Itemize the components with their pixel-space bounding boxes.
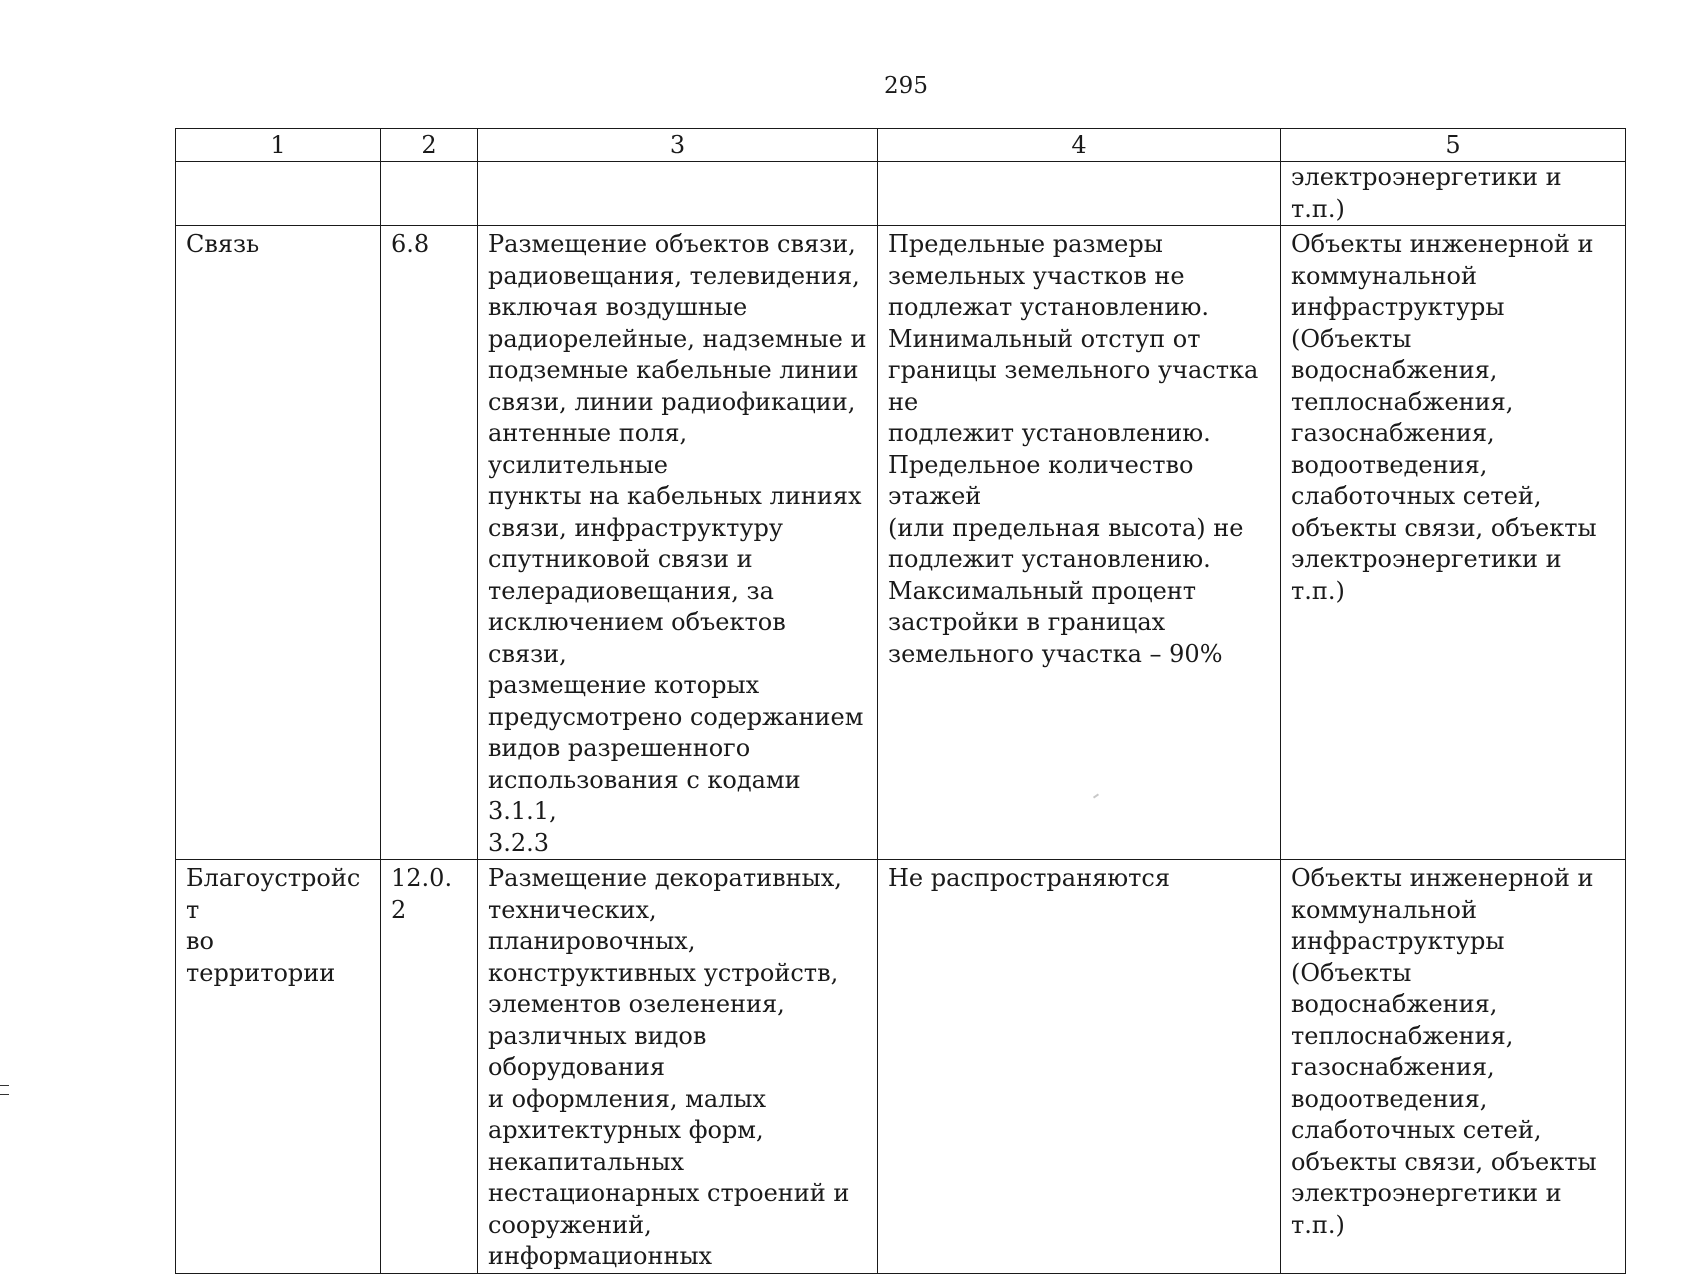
use-type-description: Размещение объектов связи, радиовещания, телевидения, включая воздушные радиорелейные, надземные и подземные кабельные линии связи, линии радиофикации, антенные поля, усилительные пункты на кабельных линиях связи, инфраструктуру спутниковой связи и телерадиовещания, за исключением объектов связи, размещение которых предусмотрено содержанием видов разрешенного использования с кодами 3.1.1, 3.2.3 (478, 226, 878, 860)
table-row (176, 860, 1626, 1274)
use-type-auxiliary: Объекты инженерной и коммунальной инфраструктуры (Объекты водоснабжения, теплоснабжения, газоснабжения, водоотведения, слаботочных сетей, объекты связи, объекты электроэнергетики и т.п.) (1281, 860, 1626, 1274)
use-type-description: Размещение декоративных, технических, планировочных, конструктивных устройств, элементов озеленения, различных видов оборудования и оформления, малых архитектурных форм, некапитальных нестационарных строений и сооружений, информационных (478, 860, 878, 1274)
table-row (176, 226, 1626, 860)
header-cell-4: 4 (878, 129, 1281, 162)
continuation-cell-2 (381, 162, 478, 226)
continuation-cell-3 (478, 162, 878, 226)
continuation-cell-4 (878, 162, 1281, 226)
page-number: 295 (884, 73, 928, 99)
use-type-name: Связь (176, 226, 381, 860)
land-use-table (175, 128, 1626, 1274)
continuation-cell-5: электроэнергетики и т.п.) (1281, 162, 1626, 226)
use-type-code: 12.0.2 (381, 860, 478, 1274)
header-cell-3: 3 (478, 129, 878, 162)
header-cell-1: 1 (176, 129, 381, 162)
use-type-code: 6.8 (381, 226, 478, 860)
header-cell-2: 2 (381, 129, 478, 162)
binding-edge-mark (0, 1085, 9, 1095)
header-cell-5: 5 (1281, 129, 1626, 162)
table-header-row (176, 129, 1626, 162)
continuation-cell-1 (176, 162, 381, 226)
use-type-auxiliary: Объекты инженерной и коммунальной инфраструктуры (Объекты водоснабжения, теплоснабжения, газоснабжения, водоотведения, слаботочных сетей, объекты связи, объекты электроэнергетики и т.п.) (1281, 226, 1626, 860)
use-type-name: Благоустройст во территории (176, 860, 381, 1274)
use-type-parameters: Предельные размеры земельных участков не подлежат установлению. Минимальный отступ от границы земельного участка не подлежит установлению. Предельное количество этажей (или предельная высота) не подлежит установлению. Максимальный процент застройки в границах земельного участка – 90% (878, 226, 1281, 860)
table-continuation-row (176, 162, 1626, 226)
use-type-parameters: Не распространяются (878, 860, 1281, 1274)
